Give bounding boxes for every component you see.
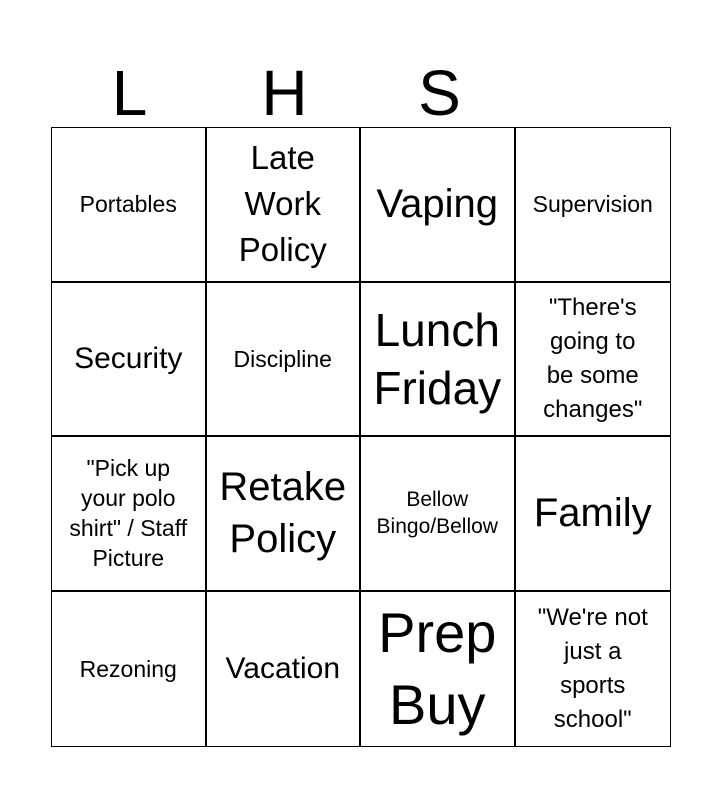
bingo-cell-label: Security — [74, 341, 183, 375]
bingo-cell-13[interactable] — [52, 592, 207, 747]
bingo-cell-14[interactable] — [207, 592, 362, 747]
bingo-cell-6[interactable] — [207, 283, 362, 438]
bingo-cell-label: Portables — [79, 191, 177, 218]
bingo-cell-label: "We're not just a sports school" — [537, 603, 648, 733]
header-letter-2: H — [261, 57, 308, 129]
header-letter-1: L — [111, 57, 148, 129]
bingo-cell-2[interactable] — [207, 128, 362, 283]
bingo-cell-label: "Pick up your polo shirt" / Staff Picture — [69, 455, 188, 572]
bingo-cell-5[interactable] — [52, 283, 207, 438]
bingo-cell-12[interactable] — [516, 437, 671, 592]
bingo-cell-label: Bellow Bingo/Bellow — [376, 488, 498, 539]
bingo-cell-label: Prep Buy — [378, 600, 497, 736]
bingo-cell-label: "There's going to be some changes" — [543, 293, 643, 423]
bingo-cell-7[interactable] — [361, 283, 516, 438]
bingo-cell-11[interactable] — [361, 437, 516, 592]
bingo-cell-label: Family — [533, 491, 652, 536]
bingo-cell-1[interactable] — [52, 128, 207, 283]
bingo-cell-label: Retake Policy — [219, 465, 347, 562]
bingo-board — [51, 127, 671, 747]
bingo-cell-8[interactable] — [516, 283, 671, 438]
bingo-cell-15[interactable] — [361, 592, 516, 747]
bingo-cell-16[interactable] — [516, 592, 671, 747]
bingo-cell-label: Vaping — [376, 182, 499, 227]
bingo-cell-label: Rezoning — [79, 655, 177, 682]
bingo-cell-label: Vacation — [225, 651, 341, 685]
bingo-cell-label: Supervision — [532, 191, 653, 218]
bingo-cell-3[interactable] — [361, 128, 516, 283]
bingo-cell-label: Discipline — [233, 345, 332, 372]
bingo-cell-4[interactable] — [516, 128, 671, 283]
bingo-cell-label: Lunch Friday — [373, 303, 502, 414]
bingo-cell-label: Late Work Policy — [238, 139, 327, 269]
header-letter-3: S — [418, 57, 461, 129]
bingo-cell-9[interactable] — [52, 437, 207, 592]
bingo-cell-10[interactable] — [207, 437, 362, 592]
bingo-header — [52, 58, 672, 128]
